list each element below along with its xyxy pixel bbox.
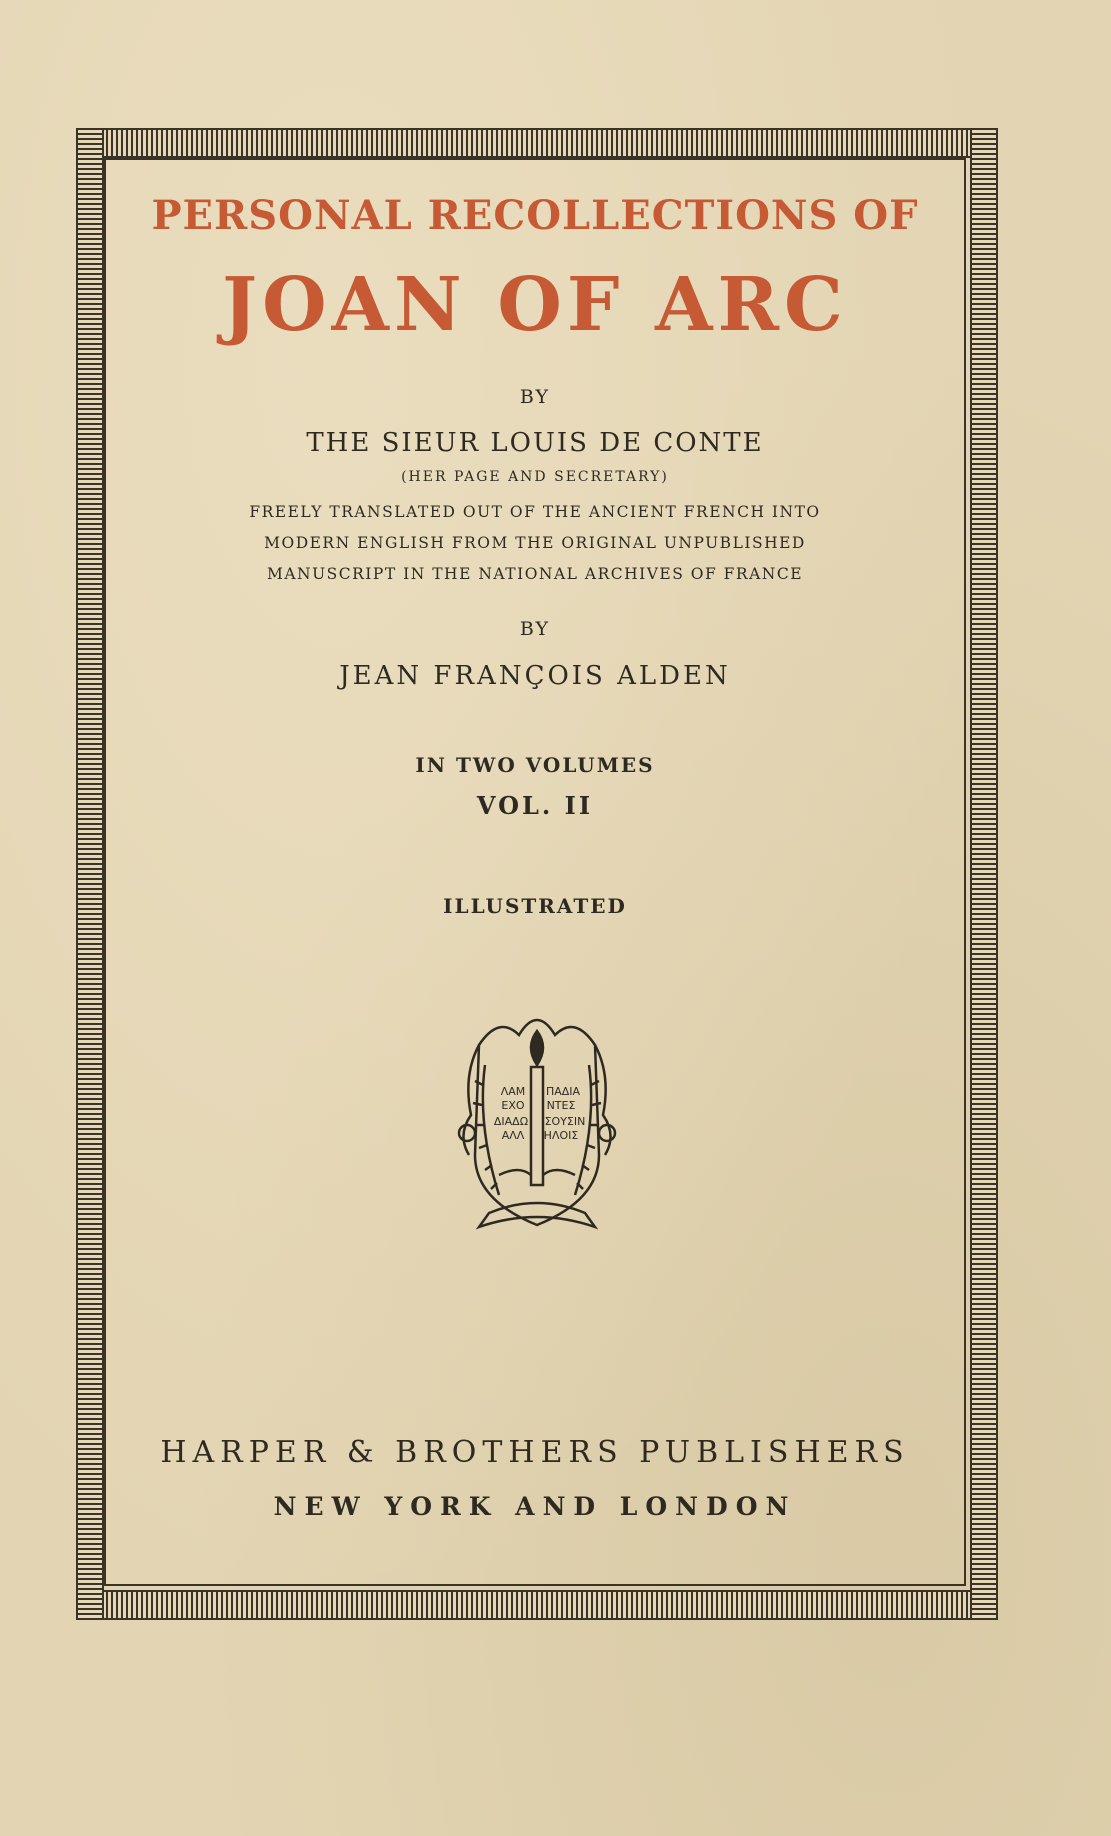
author-name: THE SIEUR LOUIS DE CONTE <box>306 428 764 458</box>
translator-by-label: BY <box>519 618 551 640</box>
emblem-inscription-4: ΝΤΕΣ <box>546 1099 576 1112</box>
by-label: BY <box>519 386 551 408</box>
border-top <box>76 128 996 158</box>
translation-note-line-2: MODERN ENGLISH FROM THE ORIGINAL UNPUBLISHED <box>264 534 806 552</box>
emblem-inscription-7: ΑΛΛ <box>501 1129 525 1142</box>
emblem-inscription-2: ΠΑΔΙΑ <box>545 1085 581 1098</box>
title-line-2: JOAN OF ARC <box>222 262 848 348</box>
emblem-inscription-3: ΕΧΟ <box>501 1099 525 1112</box>
emblem-inscription-5: ΔΙΑΔΩ <box>493 1115 529 1128</box>
translator-name: JEAN FRANÇOIS ALDEN <box>339 661 731 691</box>
publisher-cities: NEW YORK AND LONDON <box>273 1492 797 1521</box>
translation-note-line-1: FREELY TRANSLATED OUT OF THE ANCIENT FRENCH INTO <box>249 503 821 521</box>
emblem-inscription-6: ΣΟΥΣΙΝ <box>544 1115 586 1128</box>
publisher-name: HARPER & BROTHERS PUBLISHERS <box>160 1435 910 1470</box>
emblem-inscription-8: ΗΛΟΙΣ <box>543 1129 579 1142</box>
author-role: (HER PAGE AND SECRETARY) <box>401 469 669 485</box>
emblem-inscription-1: ΛΑΜ <box>500 1085 526 1098</box>
border-right <box>970 128 998 1620</box>
translation-note-line-3: MANUSCRIPT IN THE NATIONAL ARCHIVES OF FRANCE <box>266 565 804 583</box>
publisher-torch-emblem-icon <box>449 1005 625 1245</box>
volume-number: VOL. II <box>476 791 594 820</box>
illustrated-label: ILLUSTRATED <box>443 894 627 918</box>
volume-count: IN TWO VOLUMES <box>415 753 655 777</box>
border-left <box>76 128 104 1620</box>
title-line-1: PERSONAL RECOLLECTIONS OF <box>151 192 919 239</box>
border-bottom <box>76 1590 996 1620</box>
inner-frame-rule <box>104 158 966 1586</box>
